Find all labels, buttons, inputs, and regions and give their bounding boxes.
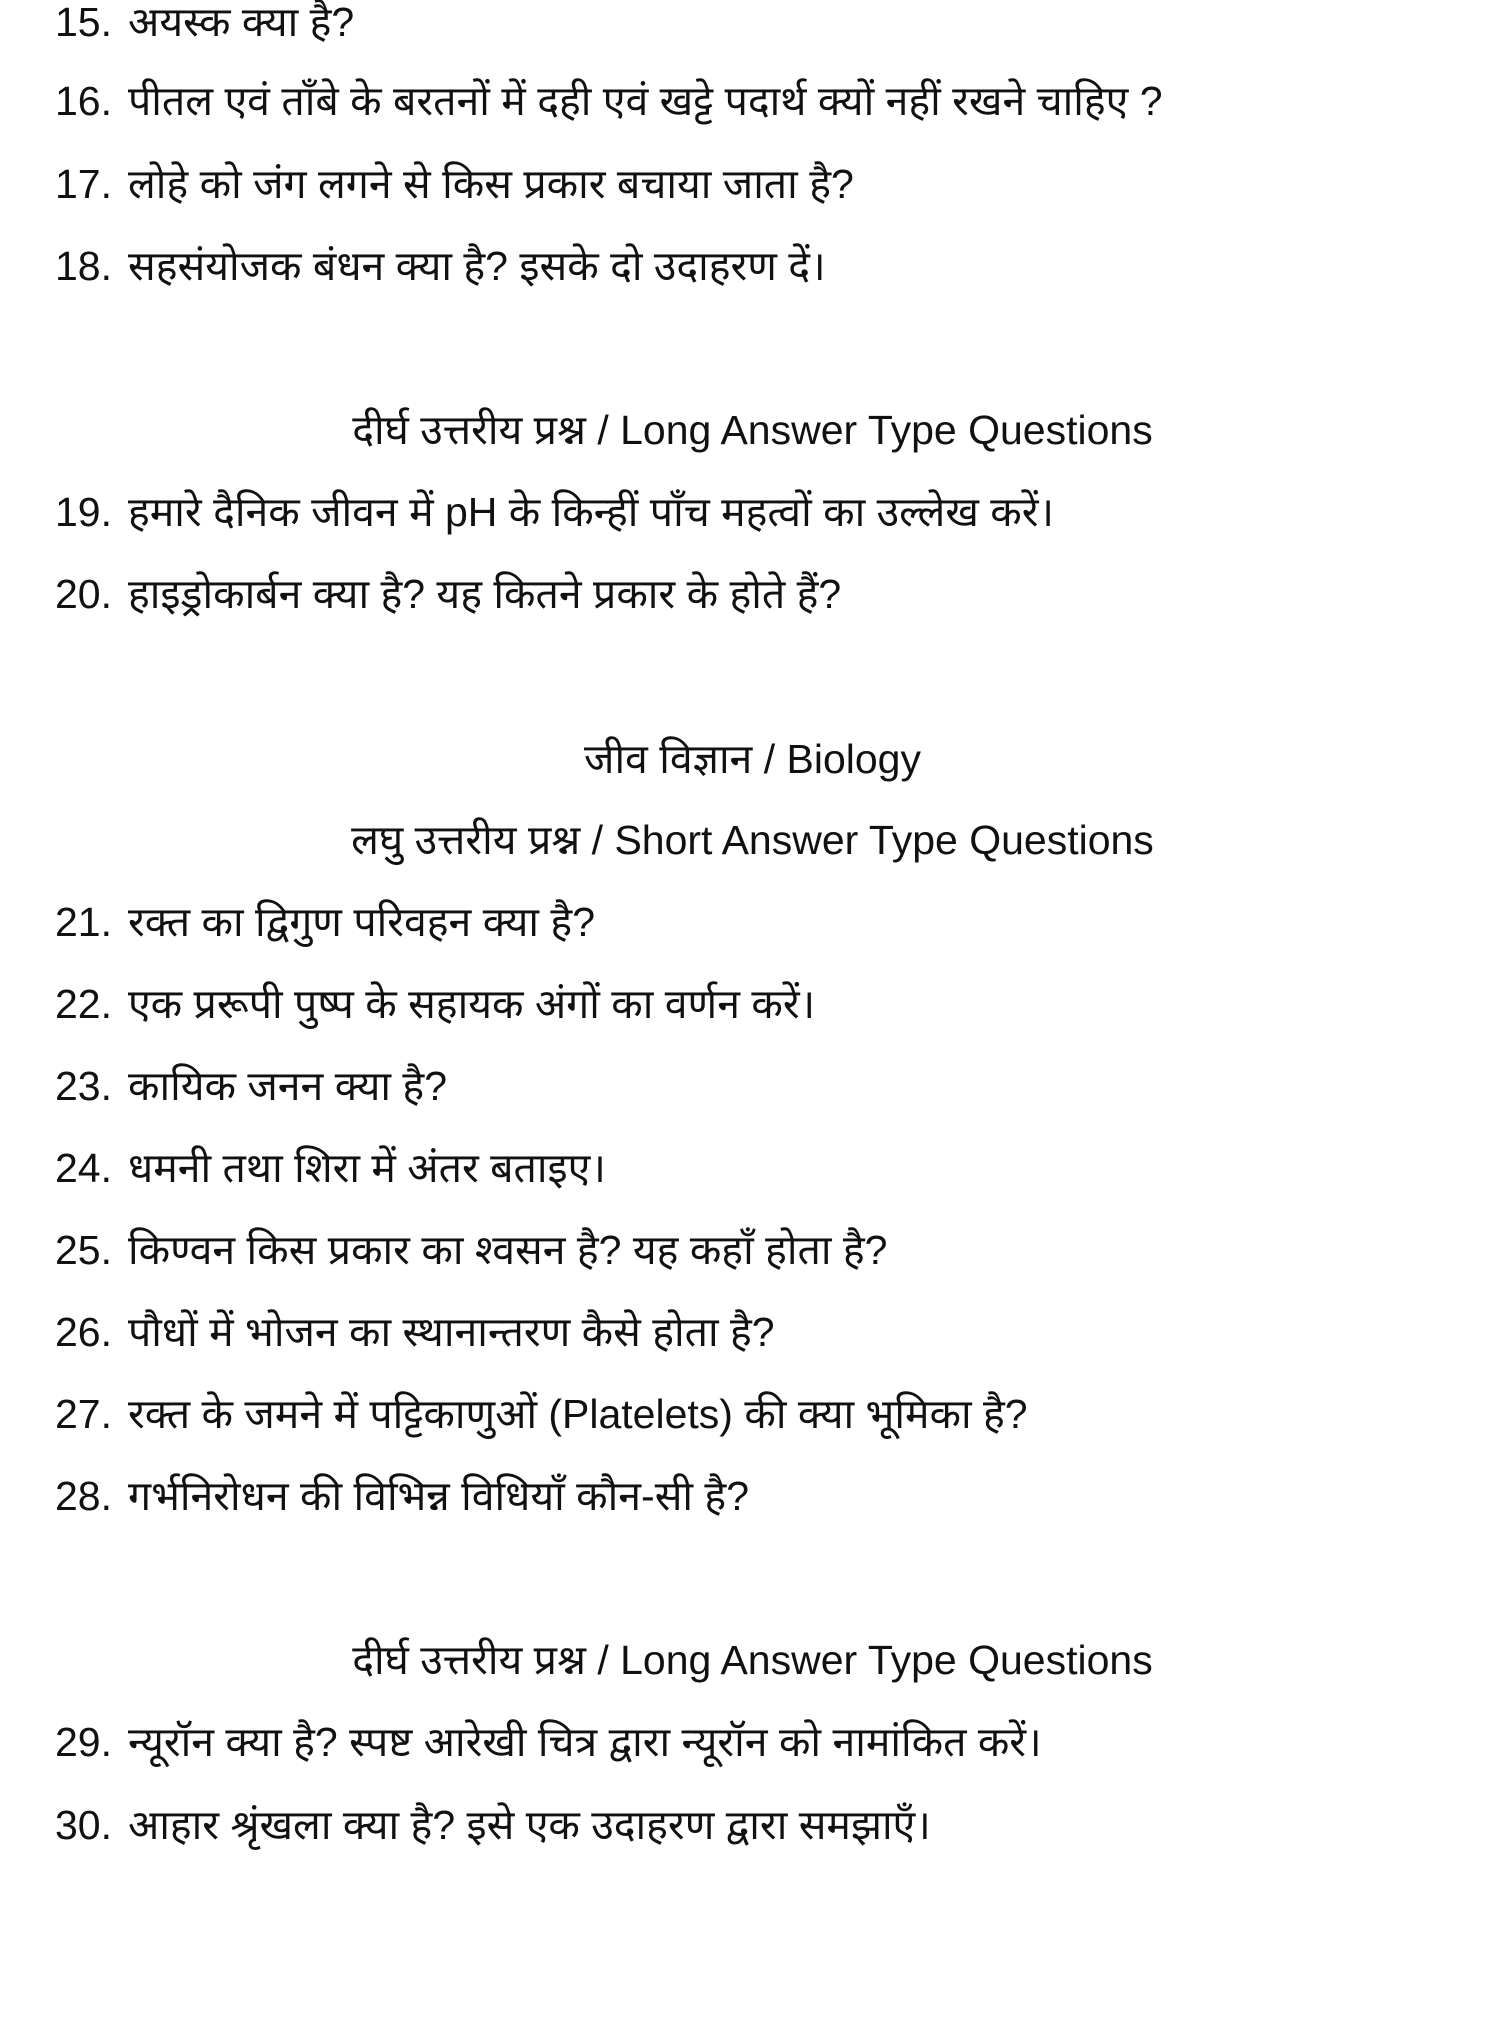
question-23: 23. कायिक जनन क्या है? <box>55 1063 448 1109</box>
question-18: 18. सहसंयोजक बंधन क्या है? इसके दो उदाहरण दें। <box>55 243 826 289</box>
question-22: 22. एक प्ररूपी पुष्प के सहायक अंगों का वर्णन करें। <box>55 981 816 1027</box>
question-27: 27. रक्त के जमने में पट्टिकाणुओं (Platelets) की क्या भूमिका है? <box>55 1391 1028 1437</box>
question-20: 20. हाइड्रोकार्बन क्या है? यह कितने प्रकार के होते हैं? <box>55 571 842 617</box>
question-29: 29. न्यूरॉन क्या है? स्पष्ट आरेखी चित्र द्वारा न्यूरॉन को नामांकित करें। <box>55 1719 1042 1765</box>
question-24: 24. धमनी तथा शिरा में अंतर बताइए। <box>55 1145 606 1191</box>
question-21: 21. रक्त का द्विगुण परिवहन क्या है? <box>55 899 596 945</box>
section-heading-long-biology: दीर्घ उत्तरीय प्रश्न / Long Answer Type Questions <box>352 1637 1153 1683</box>
question-25: 25. किण्वन किस प्रकार का श्वसन है? यह कहाँ होता है? <box>55 1227 888 1273</box>
question-26: 26. पौधों में भोजन का स्थानान्तरण कैसे होता है? <box>55 1309 775 1355</box>
question-16: 16. पीतल एवं ताँबे के बरतनों में दही एवं खट्टे पदार्थ क्यों नहीं रखने चाहिए ? <box>55 78 1163 124</box>
question-30: 30. आहार श्रृंखला क्या है? इसे एक उदाहरण द्वारा समझाएँ। <box>55 1802 931 1848</box>
question-28: 28. गर्भनिरोधन की विभिन्न विधियाँ कौन-सी है? <box>55 1473 749 1519</box>
section-heading-short-biology: लघु उत्तरीय प्रश्न / Short Answer Type Questions <box>351 817 1154 863</box>
question-17: 17. लोहे को जंग लगने से किस प्रकार बचाया जाता है? <box>55 161 854 207</box>
section-heading-long-chemistry: दीर्घ उत्तरीय प्रश्न / Long Answer Type Questions <box>352 407 1153 453</box>
question-19: 19. हमारे दैनिक जीवन में pH के किन्हीं पाँच महत्वों का उल्लेख करें। <box>55 489 1055 535</box>
question-15: 15. अयस्क क्या है? <box>55 0 355 45</box>
subject-heading-biology: जीव विज्ञान / Biology <box>584 736 921 782</box>
